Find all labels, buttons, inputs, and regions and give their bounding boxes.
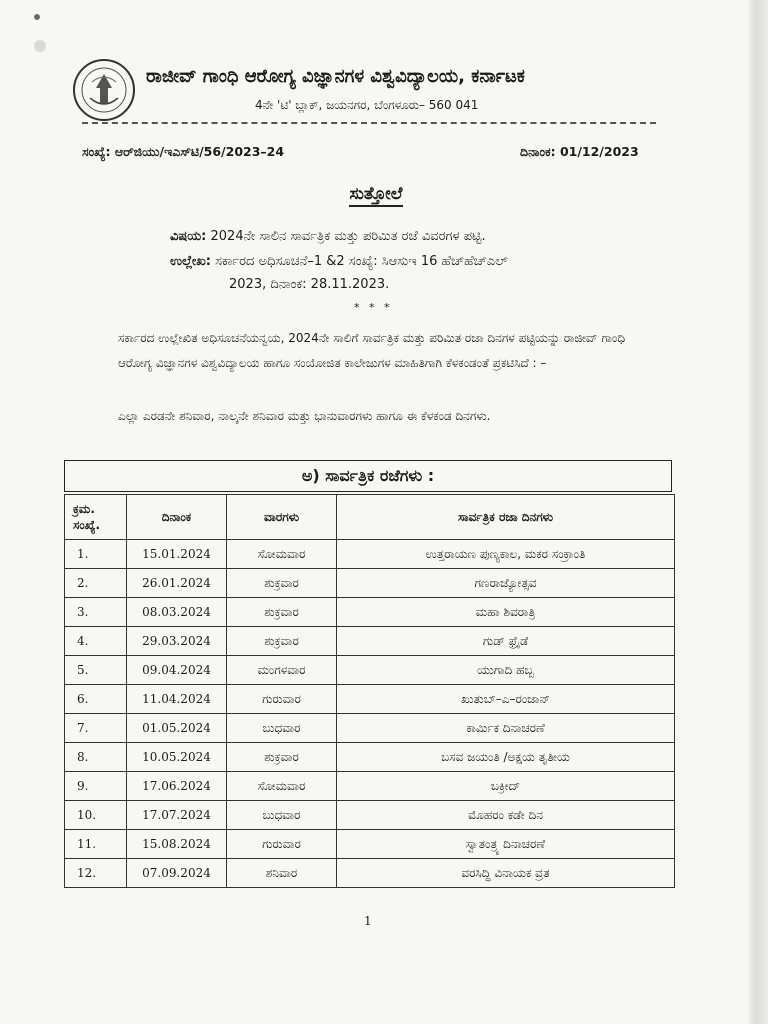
- row-holiday: ಯುಗಾದಿ ಹಬ್ಬ: [337, 656, 675, 685]
- reference-number: ಸಂಖ್ಯೆ: ಆರ್‌ಜಿಯು/ಇಎಸ್‌ಟಿ/56/2023–24: [82, 144, 285, 159]
- table-row: [65, 656, 675, 685]
- row-holiday: ಕಾರ್ಮಿಕ ದಿನಾಚರಣೆ: [337, 714, 675, 743]
- header-divider: [82, 122, 656, 124]
- row-serial: 12.: [65, 859, 127, 888]
- row-serial: 9.: [65, 772, 127, 801]
- row-day: ಗುರುವಾರ: [227, 830, 337, 859]
- body-paragraph-2: [82, 404, 660, 429]
- table-row: [65, 540, 675, 569]
- row-holiday: ಮೊಹರಂ ಕಡೇ ದಿನ: [337, 801, 675, 830]
- section-heading: ಅ) ಸಾರ್ವತ್ರಿಕ ರಜೆಗಳು :: [301, 466, 435, 485]
- university-seal-logo: [72, 58, 136, 122]
- row-serial: 7.: [65, 714, 127, 743]
- row-date: 15.08.2024: [127, 830, 227, 859]
- header-date: ದಿನಾಂಕ: [127, 495, 227, 540]
- circular-title: [0, 184, 752, 204]
- row-serial: 2.: [65, 569, 127, 598]
- row-serial: 5.: [65, 656, 127, 685]
- row-day: ಬುಧವಾರ: [227, 714, 337, 743]
- row-holiday: ಗಣರಾಜ್ಯೋತ್ಸವ: [337, 569, 675, 598]
- row-day: ಗುರುವಾರ: [227, 685, 337, 714]
- header-day: ವಾರಗಳು: [227, 495, 337, 540]
- row-holiday: ಖುತುಬ್–ಎ–ರಂಜಾನ್: [337, 685, 675, 714]
- row-serial: 8.: [65, 743, 127, 772]
- page-edge: [748, 0, 768, 1024]
- punch-mark-icon: [34, 14, 40, 20]
- table-row: [65, 743, 675, 772]
- row-holiday: ವರಸಿದ್ಧಿ ವಿನಾಯಕ ವ್ರತ: [337, 859, 675, 888]
- university-address: 4ನೇ 'ಟಿ' ಬ್ಲಾಕ್, ಜಯನಗರ, ಬೆಂಗಳೂರು– 560 041: [255, 98, 479, 112]
- table-row: [65, 714, 675, 743]
- page-number: 1: [364, 914, 372, 928]
- table-row: [65, 859, 675, 888]
- row-holiday: ಬಕ್ರೀದ್: [337, 772, 675, 801]
- row-date: 17.07.2024: [127, 801, 227, 830]
- row-date: 26.01.2024: [127, 569, 227, 598]
- row-serial: 11.: [65, 830, 127, 859]
- section-heading-box: [64, 460, 672, 492]
- row-date: 01.05.2024: [127, 714, 227, 743]
- row-day: ಶುಕ್ರವಾರ: [227, 743, 337, 772]
- header-serial-line1: ಕ್ರಮ.: [73, 502, 95, 516]
- row-holiday: ಬಸವ ಜಯಂತಿ /ಅಕ್ಷಯ ತೃತೀಯ: [337, 743, 675, 772]
- row-date: 29.03.2024: [127, 627, 227, 656]
- row-serial: 4.: [65, 627, 127, 656]
- table-row: [65, 830, 675, 859]
- row-holiday: ಉತ್ತರಾಯಣ ಪುಣ್ಯಕಾಲ, ಮಕರ ಸಂಕ್ರಾಂತಿ: [337, 540, 675, 569]
- circular-title-text: ಸುತ್ತೋಲೆ: [349, 184, 402, 207]
- header-holiday: ಸಾರ್ವತ್ರಿಕ ರಜಾ ದಿನಗಳು: [337, 495, 675, 540]
- holiday-table: [64, 494, 675, 888]
- header-serial-line2: ಸಂಖ್ಯೆ.: [73, 518, 101, 532]
- row-holiday: ಗುಡ್ ಫ್ರೈಡೆ: [337, 627, 675, 656]
- university-name: ರಾಜೀವ್ ಗಾಂಧಿ ಆರೋಗ್ಯ ವಿಜ್ಞಾನಗಳ ವಿಶ್ವವಿದ್ಯಾಲಯ, ಕರ್ನಾಟಕ: [146, 66, 525, 87]
- row-serial: 10.: [65, 801, 127, 830]
- row-date: 07.09.2024: [127, 859, 227, 888]
- paragraph-1-text: ಸರ್ಕಾರದ ಉಲ್ಲೇಖಿತ ಅಧಿಸೂಚನೆಯನ್ವಯ, 2024ನೇ ಸಾಲಿಗೆ ಸಾರ್ವತ್ರಿಕ ಮತ್ತು ಪರಿಮಿತ ರಜಾ ದಿನಗಳ ಪಟ್ಟಿಯನ್ನು ರಾಜೀವ್ ಗಾಂಧಿ ಆರೋಗ್ಯ ವಿಜ್ಞಾನಗಳ ವಿಶ್ವವಿದ್ಯಾಲಯ ಹಾಗೂ ಸಂಯೋಜಿತ ಕಾಲೇಜುಗಳ ಮಾಹಿತಿಗಾಗಿ ಕೆಳಕಂಡಂತೆ ಪ್ರಕಟಿಸಿದೆ : –: [118, 331, 626, 370]
- row-date: 15.01.2024: [127, 540, 227, 569]
- row-day: ಸೋಮವಾರ: [227, 772, 337, 801]
- row-day: ಮಂಗಳವಾರ: [227, 656, 337, 685]
- body-paragraph-1: [82, 326, 660, 376]
- row-day: ಬುಧವಾರ: [227, 801, 337, 830]
- reference-line: [170, 254, 508, 269]
- separator-stars: * * *: [354, 301, 393, 314]
- reference-text-line2: 2023, ದಿನಾಂಕ: 28.11.2023.: [229, 277, 390, 292]
- row-day: ಶನಿವಾರ: [227, 859, 337, 888]
- table-row: [65, 772, 675, 801]
- document-date: ದಿನಾಂಕ: 01/12/2023: [520, 144, 639, 159]
- row-date: 10.05.2024: [127, 743, 227, 772]
- row-date: 17.06.2024: [127, 772, 227, 801]
- row-holiday: ಮಹಾ ಶಿವರಾತ್ರಿ: [337, 598, 675, 627]
- row-day: ಶುಕ್ರವಾರ: [227, 598, 337, 627]
- subject-label: ವಿಷಯ:: [170, 229, 207, 244]
- row-day: ಶುಕ್ರವಾರ: [227, 627, 337, 656]
- paragraph-2-text: ಎಲ್ಲಾ ಎರಡನೇ ಶನಿವಾರ, ನಾಲ್ಕನೇ ಶನಿವಾರ ಮತ್ತು ಭಾನುವಾರಗಳು ಹಾಗೂ ಈ ಕೆಳಕಂಡ ದಿನಗಳು.: [118, 409, 491, 423]
- punch-hole-icon: [34, 40, 46, 52]
- row-serial: 6.: [65, 685, 127, 714]
- row-day: ಸೋಮವಾರ: [227, 540, 337, 569]
- table-row: [65, 598, 675, 627]
- reference-text-line1: ಸರ್ಕಾರದ ಅಧಿಸೂಚನೆ–1 &2 ಸಂಖ್ಯೆ: ಸಿಆಸುಇ 16 ಹೆಚ್‌ಹೆಚ್‌ಎಲ್: [215, 254, 508, 269]
- subject-line: [170, 229, 486, 244]
- reference-label: ಉಲ್ಲೇಖ:: [170, 254, 211, 269]
- holiday-table-body: [65, 540, 675, 888]
- row-date: 11.04.2024: [127, 685, 227, 714]
- table-row: [65, 569, 675, 598]
- row-serial: 3.: [65, 598, 127, 627]
- table-row: [65, 627, 675, 656]
- row-date: 09.04.2024: [127, 656, 227, 685]
- row-holiday: ಸ್ವಾತಂತ್ರ್ಯ ದಿನಾಚರಣೆ: [337, 830, 675, 859]
- table-header-row: [65, 495, 675, 540]
- row-date: 08.03.2024: [127, 598, 227, 627]
- table-row: [65, 801, 675, 830]
- table-row: [65, 685, 675, 714]
- subject-text: 2024ನೇ ಸಾಲಿನ ಸಾರ್ವತ್ರಿಕ ಮತ್ತು ಪರಿಮಿತ ರಜೆ ವಿವರಗಳ ಪಟ್ಟಿ.: [210, 229, 486, 244]
- row-day: ಶುಕ್ರವಾರ: [227, 569, 337, 598]
- header-serial: [65, 495, 127, 540]
- row-serial: 1.: [65, 540, 127, 569]
